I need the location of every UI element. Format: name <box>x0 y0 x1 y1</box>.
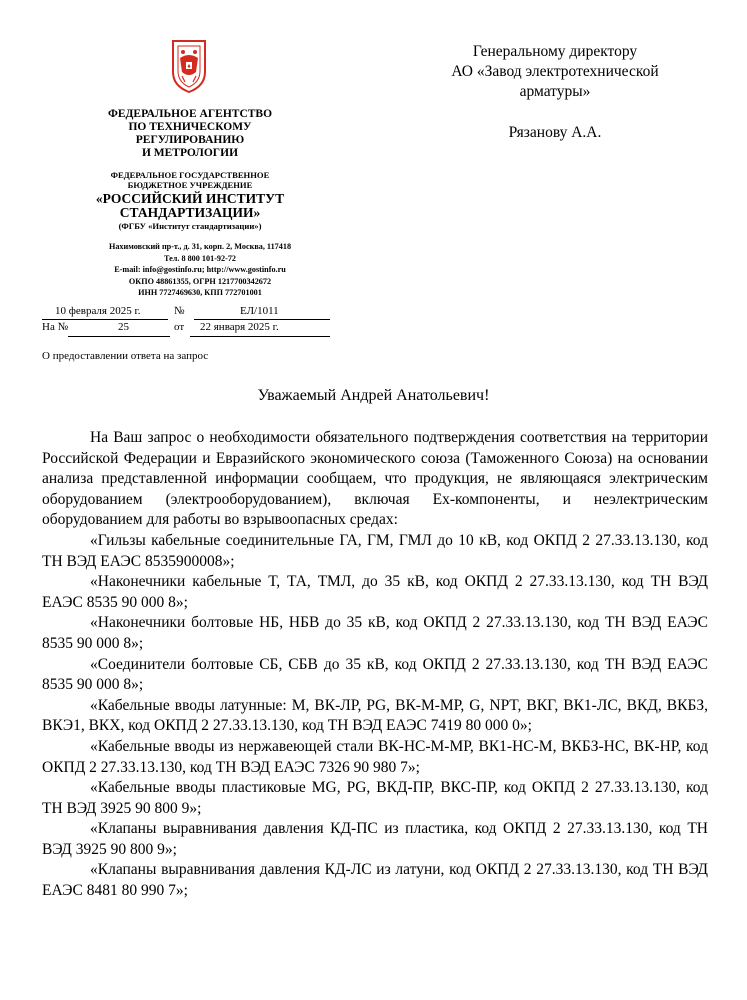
body-paragraph: На Ваш запрос о необходимости обязательного подтверждения соответствия на территории Российской Федерации и Евразийского экономического союза (Таможенного Союза) на основании анализа представленной информации сообщаем, что продукция, не являющаяся электрическим оборудованием (электрооборудованием), включая Ex-компоненты, и неэлектрическим оборудованием для работы во взрывоопасных средах: <box>42 429 708 529</box>
body-paragraph: «Соединители болтовые СБ, СБВ до 35 кВ, код ОКПД 2 27.33.13.130, код ТН ВЭД ЕАЭС 8535 90 000 8»; <box>42 655 708 694</box>
institution-name-line: СТАНДАРТИЗАЦИИ» <box>119 205 261 220</box>
institution-short-name: (ФГБУ «Институт стандартизации») <box>118 221 262 231</box>
inn-kpp: ИНН 7727469630, КПП 772701001 <box>138 288 262 298</box>
body-paragraph: «Клапаны выравнивания давления КД-ЛС из латуни, код ОКПД 2 27.33.13.130, код ТН ВЭД ЕАЭС 8481 80 990 7»; <box>42 861 708 900</box>
ref-from-label: от <box>174 321 185 333</box>
agency-line: ФЕДЕРАЛЬНОЕ АГЕНТСТВО <box>107 108 273 120</box>
agency-line: ПО ТЕХНИЧЕСКОМУ <box>128 121 252 133</box>
ref-date-underline <box>190 336 330 337</box>
body-paragraph: «Кабельные вводы латунные: M, ВК-ЛР, PG, ВК-М-МР, G, NPT, ВКГ, ВК1-ЛС, ВКД, ВКБЗ, ВКЭ1, ВКХ, код ОКПД 2 27.33.13.130, код ТН ВЭД ЕАЭС 7419 80 000 0»; <box>42 696 708 735</box>
phone: Тел. 8 800 101-92-72 <box>163 253 237 263</box>
body-paragraph: «Гильзы кабельные соединительные ГА, ГМ, ГМЛ до 10 кВ, код ОКПД 2 27.33.13.130, код ТН ВЭД ЕАЭС 8535900008»; <box>42 531 708 570</box>
letter-subject: О предоставлении ответа на запрос <box>42 350 209 362</box>
recipient-name: Рязанову А.А. <box>508 124 602 141</box>
institution-name-line: «РОССИЙСКИЙ ИНСТИТУТ <box>95 191 285 206</box>
institution-name <box>90 192 290 220</box>
number-label: № <box>174 305 185 317</box>
outgoing-number: ЕЛ/1011 <box>240 305 279 317</box>
institution-type-line: БЮДЖЕТНОЕ УЧРЕЖДЕНИЕ <box>127 180 253 190</box>
body-paragraph: «Наконечники болтовые НБ, НБВ до 35 кВ, код ОКПД 2 27.33.13.130, код ТН ВЭД ЕАЭС 8535 90 000 8»; <box>42 614 708 652</box>
ref-date: 22 января 2025 г. <box>200 321 279 333</box>
contact-block <box>70 241 330 299</box>
recipient-block <box>420 42 690 102</box>
address: Нахимовский пр-т., д. 31, корп. 2, Москва, 117418 <box>108 242 292 251</box>
recipient-line: арматуры» <box>519 83 591 100</box>
letter-body <box>42 428 708 902</box>
recipient-line: АО «Завод электротехнической <box>451 63 659 80</box>
ref-number-underline <box>68 336 170 337</box>
salutation: Уважаемый Андрей Анатольевич! <box>257 387 490 404</box>
institution-type-line: ФЕДЕРАЛЬНОЕ ГОСУДАРСТВЕННОЕ <box>110 170 270 180</box>
email-website: E-mail: info@gostinfo.ru; http://www.gostinfo.ru <box>114 265 286 275</box>
institution-type <box>100 170 280 190</box>
date-underline <box>42 319 168 320</box>
body-paragraph: «Клапаны выравнивания давления КД-ПС из пластика, код ОКПД 2 27.33.13.130, код ТН ВЭД 3925 90 800 9»; <box>42 820 708 858</box>
body-paragraph: «Наконечники кабельные Т, ТА, ТМЛ, до 35 кВ, код ОКПД 2 27.33.13.130, код ТН ВЭД ЕАЭС 8535 90 000 8»; <box>42 573 708 611</box>
agency-title <box>100 108 280 160</box>
recipient-line: Генеральному директору <box>472 43 638 60</box>
agency-line: И МЕТРОЛОГИИ <box>141 147 239 159</box>
coat-of-arms-icon <box>170 38 208 94</box>
number-underline <box>194 319 330 320</box>
okpo-ogrn: ОКПО 48861355, ОГРН 1217700342672 <box>128 276 272 286</box>
ref-number: 25 <box>118 321 129 333</box>
body-paragraph: «Кабельные вводы пластиковые MG, PG, ВКД-ПР, ВКС-ПР, код ОКПД 2 27.33.13.130, код ТН ВЭД 3925 90 800 9»; <box>42 779 708 817</box>
ref-label: На № <box>42 321 69 333</box>
agency-line: РЕГУЛИРОВАНИЮ <box>135 134 245 146</box>
body-paragraph: «Кабельные вводы из нержавеющей стали ВК-НС-М-МР, ВК1-НС-М, ВКБЗ-НС, ВК-НР, код ОКПД 2 27.33.13.130, код ТН ВЭД ЕАЭС 7326 90 980 7»; <box>42 737 708 776</box>
outgoing-date: 10 февраля 2025 г. <box>55 305 141 317</box>
